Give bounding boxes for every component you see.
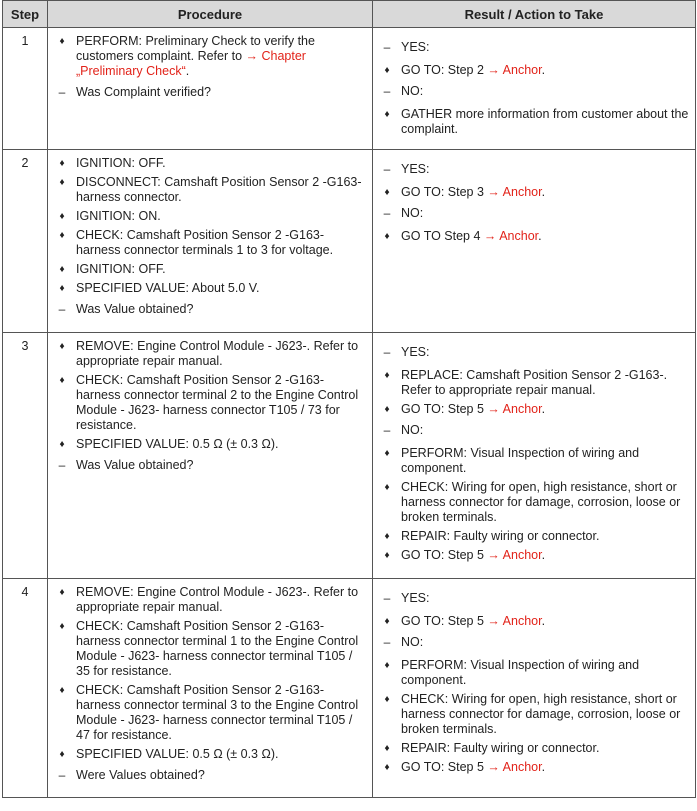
diamond-bullet-icon: ♦: [384, 531, 390, 542]
item-text: [401, 368, 689, 398]
item-text-body: YES:: [401, 345, 430, 359]
item-text: [401, 741, 689, 756]
list-item: [373, 741, 689, 756]
dash-marker-icon: –: [58, 302, 66, 316]
list-item: [48, 373, 366, 433]
procedure-list: [48, 333, 372, 487]
list-item: [48, 619, 366, 679]
reference-link[interactable]: → Chapter „Preliminary Check“: [76, 49, 306, 78]
list-item: [373, 635, 689, 650]
item-text-body: YES:: [401, 162, 430, 176]
diagnostic-table: [2, 0, 696, 798]
diamond-bullet-icon: ♦: [384, 762, 390, 773]
list-item: [48, 339, 366, 369]
item-text: [401, 40, 689, 55]
item-text-suffix: .: [541, 63, 546, 77]
item-text-body: REPAIR: Faulty wiring or connector.: [401, 741, 600, 755]
item-text-body: IGNITION: ON.: [76, 209, 161, 223]
list-item: [373, 402, 689, 417]
item-text-suffix: .: [541, 614, 546, 628]
item-text: [76, 619, 366, 679]
item-text-body: GO TO: Step 5: [401, 614, 488, 628]
reference-link[interactable]: → Anchor: [487, 402, 542, 416]
list-item: [373, 591, 689, 606]
diamond-bullet-icon: ♦: [384, 660, 390, 671]
item-text: [401, 63, 689, 78]
diamond-bullet-icon: ♦: [384, 231, 390, 242]
list-item: [48, 34, 366, 79]
list-item: [48, 228, 366, 258]
item-text: [76, 339, 366, 369]
table-row: [3, 579, 696, 798]
dash-marker-icon: –: [383, 635, 391, 649]
step-number: 3: [3, 333, 48, 579]
item-text: [76, 281, 366, 296]
diamond-bullet-icon: ♦: [59, 341, 65, 352]
item-text-body: SPECIFIED VALUE: 0.5 Ω (± 0.3 Ω).: [76, 747, 279, 761]
header-procedure: Procedure: [48, 1, 373, 28]
item-text-suffix: .: [541, 760, 546, 774]
item-text: [401, 229, 689, 244]
item-text: [76, 175, 366, 205]
dash-marker-icon: –: [383, 206, 391, 220]
step-number: 4: [3, 579, 48, 798]
result-list: [373, 333, 695, 573]
diamond-bullet-icon: ♦: [384, 187, 390, 198]
diamond-bullet-icon: ♦: [384, 65, 390, 76]
item-text: [76, 228, 366, 258]
diamond-bullet-icon: ♦: [384, 404, 390, 415]
list-item: [373, 548, 689, 563]
diamond-bullet-icon: ♦: [384, 743, 390, 754]
list-item: [373, 345, 689, 360]
procedure-list: [48, 150, 372, 331]
dash-marker-icon: –: [383, 40, 391, 54]
reference-link[interactable]: → Anchor: [487, 185, 542, 199]
list-item: [373, 84, 689, 99]
diamond-bullet-icon: ♦: [59, 230, 65, 241]
item-text-body: GO TO: Step 5: [401, 760, 488, 774]
reference-link[interactable]: → Anchor: [487, 614, 542, 628]
diamond-bullet-icon: ♦: [59, 621, 65, 632]
item-text: [401, 658, 689, 688]
reference-link[interactable]: → Anchor: [483, 229, 539, 243]
list-item: [373, 692, 689, 737]
item-text-body: SPECIFIED VALUE: 0.5 Ω (± 0.3 Ω).: [76, 437, 279, 451]
item-text-suffix: .: [185, 64, 190, 78]
dash-marker-icon: –: [58, 458, 66, 472]
item-text-body: IGNITION: OFF.: [76, 156, 166, 170]
item-text-body: GO TO: Step 5: [401, 402, 488, 416]
list-item: [373, 446, 689, 476]
list-item: [373, 206, 689, 221]
item-text: [76, 683, 366, 743]
item-text: [76, 585, 366, 615]
list-item: [373, 162, 689, 177]
list-item: [373, 760, 689, 775]
item-text: [401, 185, 689, 200]
table-header-row: [3, 1, 696, 28]
item-text: [401, 402, 689, 417]
item-text: [76, 156, 366, 171]
procedure-list: [48, 579, 372, 797]
list-item: [373, 423, 689, 438]
result-list: [373, 28, 695, 147]
item-text-body: GO TO: Step 3: [401, 185, 488, 199]
list-item: [48, 85, 366, 100]
item-text-suffix: .: [541, 185, 546, 199]
item-text-body: SPECIFIED VALUE: About 5.0 V.: [76, 281, 260, 295]
step-number: 2: [3, 150, 48, 333]
list-item: [48, 683, 366, 743]
list-item: [373, 614, 689, 629]
diamond-bullet-icon: ♦: [59, 749, 65, 760]
item-text: [401, 591, 689, 606]
item-text: [76, 768, 366, 783]
list-item: [373, 63, 689, 78]
diamond-bullet-icon: ♦: [59, 375, 65, 386]
result-cell: [373, 28, 696, 150]
list-item: [48, 302, 366, 317]
dash-marker-icon: –: [58, 768, 66, 782]
item-text-body: CHECK: Wiring for open, high resistance, short or harness connector for damage, corrosion, loose or broken terminals.: [401, 480, 681, 524]
list-item: [373, 107, 689, 137]
table-row: [3, 150, 696, 333]
dash-marker-icon: –: [58, 85, 66, 99]
item-text: [401, 548, 689, 563]
diamond-bullet-icon: ♦: [59, 36, 65, 47]
result-cell: [373, 150, 696, 333]
procedure-cell: [48, 28, 373, 150]
item-text: [76, 747, 366, 762]
item-text-body: CHECK: Camshaft Position Sensor 2 -G163- harness connector terminal 2 to the Engine Control Module - J623- harness connector T105 / 73 for resistance.: [76, 373, 359, 432]
list-item: [373, 368, 689, 398]
item-text-body: IGNITION: OFF.: [76, 262, 166, 276]
item-text-body: REPLACE: Camshaft Position Sensor 2 -G163-. Refer to appropriate repair manual.: [401, 368, 668, 397]
item-text-body: NO:: [401, 206, 424, 220]
list-item: [48, 437, 366, 452]
item-text-suffix: .: [541, 548, 546, 562]
header-result: Result / Action to Take: [373, 1, 696, 28]
item-text: [401, 206, 689, 221]
item-text: [76, 85, 366, 100]
item-text: [76, 262, 366, 277]
dash-marker-icon: –: [383, 423, 391, 437]
list-item: [48, 262, 366, 277]
item-text-suffix: .: [541, 402, 546, 416]
header-step: Step: [3, 1, 48, 28]
item-text-body: YES:: [401, 40, 430, 54]
diamond-bullet-icon: ♦: [59, 283, 65, 294]
list-item: [48, 458, 366, 473]
result-cell: [373, 333, 696, 579]
table-body: [3, 28, 696, 798]
diamond-bullet-icon: ♦: [384, 482, 390, 493]
item-text: [76, 209, 366, 224]
item-text-body: REPAIR: Faulty wiring or connector.: [401, 529, 600, 543]
list-item: [373, 40, 689, 55]
diamond-bullet-icon: ♦: [59, 587, 65, 598]
diamond-bullet-icon: ♦: [384, 550, 390, 561]
procedure-cell: [48, 333, 373, 579]
diamond-bullet-icon: ♦: [59, 264, 65, 275]
list-item: [48, 747, 366, 762]
list-item: [48, 585, 366, 615]
dash-marker-icon: –: [383, 591, 391, 605]
item-text-body: Were Values obtained?: [76, 768, 205, 782]
diamond-bullet-icon: ♦: [59, 439, 65, 450]
result-list: [373, 150, 695, 254]
item-text-suffix: .: [538, 229, 542, 243]
item-text-body: REMOVE: Engine Control Module - J623-. Refer to appropriate repair manual.: [76, 585, 359, 614]
table-row: [3, 28, 696, 150]
item-text: [401, 635, 689, 650]
item-text: [401, 692, 689, 737]
item-text-body: CHECK: Camshaft Position Sensor 2 -G163- harness connector terminal 3 to the Engine Control Module - J623- harness connector terminal T105 / 47 for resistance.: [76, 683, 359, 742]
item-text: [76, 458, 366, 473]
procedure-cell: [48, 579, 373, 798]
item-text-body: YES:: [401, 591, 430, 605]
item-text: [76, 34, 366, 79]
diamond-bullet-icon: ♦: [59, 158, 65, 169]
item-text: [401, 84, 689, 99]
dash-marker-icon: –: [383, 84, 391, 98]
diamond-bullet-icon: ♦: [59, 177, 65, 188]
item-text: [401, 423, 689, 438]
item-text: [401, 446, 689, 476]
list-item: [48, 156, 366, 171]
diamond-bullet-icon: ♦: [384, 616, 390, 627]
item-text-body: Was Complaint verified?: [76, 85, 212, 99]
result-cell: [373, 579, 696, 798]
diamond-bullet-icon: ♦: [59, 685, 65, 696]
item-text-body: GATHER more information from customer about the complaint.: [401, 107, 689, 136]
item-text-body: NO:: [401, 423, 424, 437]
item-text: [401, 529, 689, 544]
diamond-bullet-icon: ♦: [384, 109, 390, 120]
item-text: [76, 373, 366, 433]
list-item: [373, 229, 689, 244]
list-item: [48, 209, 366, 224]
list-item: [373, 185, 689, 200]
item-text-body: GO TO: Step 5: [401, 548, 488, 562]
item-text-body: CHECK: Wiring for open, high resistance, short or harness connector for damage, corrosion, loose or broken terminals.: [401, 692, 681, 736]
item-text-body: Was Value obtained?: [76, 302, 194, 316]
item-text: [401, 162, 689, 177]
item-text-body: REMOVE: Engine Control Module - J623-. Refer to appropriate repair manual.: [76, 339, 359, 368]
item-text: [401, 760, 689, 775]
item-text: [76, 302, 366, 317]
item-text-body: PERFORM: Visual Inspection of wiring and component.: [401, 446, 640, 475]
reference-link[interactable]: → Anchor: [487, 63, 542, 77]
item-text-body: PERFORM: Visual Inspection of wiring and component.: [401, 658, 640, 687]
table-row: [3, 333, 696, 579]
item-text: [76, 437, 366, 452]
item-text: [401, 345, 689, 360]
result-list: [373, 579, 695, 785]
diamond-bullet-icon: ♦: [384, 370, 390, 381]
procedure-cell: [48, 150, 373, 333]
list-item: [373, 480, 689, 525]
list-item: [48, 768, 366, 783]
item-text-body: NO:: [401, 635, 424, 649]
diamond-bullet-icon: ♦: [384, 694, 390, 705]
item-text: [401, 480, 689, 525]
item-text-body: GO TO Step 4: [401, 229, 484, 243]
item-text-body: GO TO: Step 2: [401, 63, 488, 77]
item-text: [401, 614, 689, 629]
item-text: [401, 107, 689, 137]
reference-link[interactable]: → Anchor: [487, 548, 542, 562]
list-item: [48, 175, 366, 205]
item-text-body: DISCONNECT: Camshaft Position Sensor 2 -G163- harness connector.: [76, 175, 362, 204]
dash-marker-icon: –: [383, 162, 391, 176]
item-text-body: CHECK: Camshaft Position Sensor 2 -G163- harness connector terminal 1 to the Engine Control Module - J623- harness connector terminal T105 / 35 for resistance.: [76, 619, 359, 678]
list-item: [373, 529, 689, 544]
list-item: [48, 281, 366, 296]
item-text-body: CHECK: Camshaft Position Sensor 2 -G163- harness connector terminals 1 to 3 for voltage.: [76, 228, 334, 257]
dash-marker-icon: –: [383, 345, 391, 359]
diamond-bullet-icon: ♦: [59, 211, 65, 222]
list-item: [373, 658, 689, 688]
procedure-list: [48, 28, 372, 114]
item-text-body: NO:: [401, 84, 424, 98]
diamond-bullet-icon: ♦: [384, 448, 390, 459]
item-text-body: Was Value obtained?: [76, 458, 194, 472]
reference-link[interactable]: → Anchor: [487, 760, 542, 774]
step-number: 1: [3, 28, 48, 150]
item-text-body: PERFORM: Preliminary Check to verify the customers complaint. Refer to: [76, 34, 315, 63]
